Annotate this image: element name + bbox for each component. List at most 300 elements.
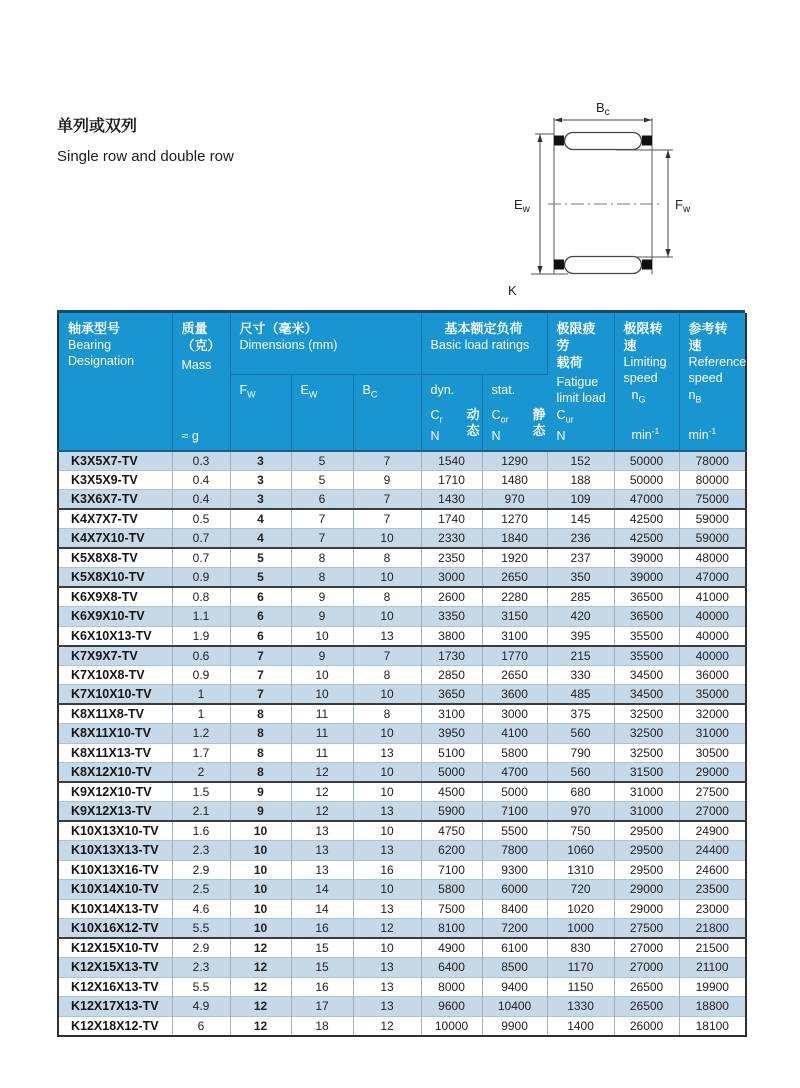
- cell-nb: 18100: [679, 1016, 746, 1036]
- table-row: [58, 763, 746, 783]
- header-bc: $B_C$: [353, 374, 421, 450]
- cell-designation: K10X14X13-TV: [58, 899, 172, 919]
- cell-ew: 10: [291, 685, 353, 705]
- cell-bc: 8: [353, 704, 421, 724]
- cell-nb: 21100: [679, 958, 746, 978]
- cell-nb: 41000: [679, 587, 746, 607]
- cell-ew: 5: [291, 451, 353, 471]
- cell-dyn: 1430: [421, 490, 482, 510]
- cell-dyn: 9600: [421, 997, 482, 1017]
- cell-designation: K10X16X12-TV: [58, 919, 172, 939]
- cell-bc: 7: [353, 646, 421, 666]
- cell-designation: K7X10X10-TV: [58, 685, 172, 705]
- stat-symbol: $C_{or}$: [491, 408, 509, 425]
- table-row: [58, 470, 746, 490]
- cell-bc: 13: [353, 626, 421, 646]
- cell-stat: 1920: [482, 548, 547, 568]
- cell-bc: 7: [353, 509, 421, 529]
- cell-cur: 1170: [547, 958, 614, 978]
- cell-stat: 1270: [482, 509, 547, 529]
- cell-ew: 12: [291, 782, 353, 802]
- table-row: [58, 919, 746, 939]
- cell-mass: 2: [172, 763, 230, 783]
- table-row: [58, 977, 746, 997]
- cell-bc: 10: [353, 724, 421, 744]
- cell-mass: 2.3: [172, 958, 230, 978]
- cell-ew: 12: [291, 802, 353, 822]
- cell-fw: 3: [230, 470, 291, 490]
- cell-designation: K12X15X10-TV: [58, 938, 172, 958]
- table-body: [58, 451, 746, 1036]
- cell-ng: 42500: [614, 529, 679, 549]
- cell-nb: 27500: [679, 782, 746, 802]
- table-row: [58, 626, 746, 646]
- cell-ew: 15: [291, 958, 353, 978]
- cell-bc: 13: [353, 958, 421, 978]
- cell-bc: 13: [353, 743, 421, 763]
- cell-cur: 1150: [547, 977, 614, 997]
- cell-dyn: 2850: [421, 665, 482, 685]
- cell-mass: 0.4: [172, 490, 230, 510]
- header-fw: $F_W$: [230, 374, 291, 450]
- cell-stat: 5000: [482, 782, 547, 802]
- cell-ng: 50000: [614, 470, 679, 490]
- cell-ng: 26500: [614, 977, 679, 997]
- cell-mass: 1.9: [172, 626, 230, 646]
- cell-ew: 11: [291, 724, 353, 744]
- cell-ew: 9: [291, 587, 353, 607]
- header-limiting-speed: 极限转速 Limiting speed $n_G$ $\min^{-1}$: [614, 313, 679, 451]
- cell-bc: 10: [353, 529, 421, 549]
- cell-designation: K12X17X13-TV: [58, 997, 172, 1017]
- cell-mass: 6: [172, 1016, 230, 1036]
- cell-bc: 10: [353, 938, 421, 958]
- cell-bc: 10: [353, 821, 421, 841]
- cell-mass: 4.6: [172, 899, 230, 919]
- table-row: [58, 841, 746, 861]
- cell-bc: 7: [353, 451, 421, 471]
- cell-ng: 29500: [614, 841, 679, 861]
- cell-ew: 11: [291, 743, 353, 763]
- table-row: [58, 860, 746, 880]
- cell-nb: 32000: [679, 704, 746, 724]
- cell-fw: 6: [230, 587, 291, 607]
- table-row: [58, 821, 746, 841]
- cell-dyn: 8000: [421, 977, 482, 997]
- cell-nb: 78000: [695, 453, 729, 468]
- cell-fw: 8: [230, 724, 291, 744]
- cell-cur: 1330: [547, 997, 614, 1017]
- cell-designation: K7X9X7-TV: [58, 646, 172, 666]
- cell-fw: 3: [230, 490, 291, 510]
- cell-fw: 7: [230, 685, 291, 705]
- cell-designation: K6X10X13-TV: [58, 626, 172, 646]
- header-reference-speed: 参考转速 Reference speed $n_B$ $\min^{-1}$: [679, 313, 746, 451]
- table-row: [58, 724, 746, 744]
- header-load-group: 基本额定负荷 Basic load ratings: [421, 313, 547, 374]
- cell-fw: 6: [230, 626, 291, 646]
- cell-dyn: 6200: [421, 841, 482, 861]
- cell-bc: 13: [353, 841, 421, 861]
- cell-bc: 10: [353, 880, 421, 900]
- cell-cur: 1060: [547, 841, 614, 861]
- cell-nb: 23500: [679, 880, 746, 900]
- cell-ng: 29000: [614, 880, 679, 900]
- cell-dyn: 4500: [421, 782, 482, 802]
- cell-mass: 5.5: [172, 919, 230, 939]
- bearing-type-label: K: [508, 283, 517, 298]
- cell-bc: 7: [353, 490, 421, 510]
- cell-designation: K3X5X9-TV: [58, 470, 172, 490]
- cell-nb: 40000: [679, 646, 746, 666]
- cell-dyn: 3100: [421, 704, 482, 724]
- cell-stat: 3000: [482, 704, 547, 724]
- table-row: [58, 802, 746, 822]
- cell-designation: K10X13X10-TV: [58, 821, 172, 841]
- bearing-spec-table: [57, 313, 747, 1037]
- spec-table-wrap: [57, 310, 745, 1037]
- table-row: [58, 997, 746, 1017]
- dyn-symbol: $C_r$: [430, 408, 443, 425]
- cell-designation: K8X11X13-TV: [58, 743, 172, 763]
- cell-designation: K3X5X7-TV: [58, 451, 172, 471]
- cell-ew: 10: [291, 626, 353, 646]
- fatigue-symbol: $C_{ur}$: [556, 408, 574, 425]
- cell-stat: 9300: [482, 860, 547, 880]
- cell-bc: 10: [353, 685, 421, 705]
- cell-ng: 31000: [614, 802, 679, 822]
- cell-cur: 395: [547, 626, 614, 646]
- cell-mass: 0.8: [172, 587, 230, 607]
- cell-fw: 4: [230, 529, 291, 549]
- table-row: [58, 490, 746, 510]
- cell-bc: 12: [353, 919, 421, 939]
- cell-designation: K10X13X13-TV: [58, 841, 172, 861]
- section-title-en: Single row and double row: [57, 148, 234, 165]
- cell-nb: 40000: [679, 607, 746, 627]
- dimension-ew-label: $E_w$: [514, 197, 530, 215]
- cell-ew: 18: [291, 1016, 353, 1036]
- cell-fw: 3: [230, 451, 291, 471]
- cell-designation: K4X7X7-TV: [58, 509, 172, 529]
- cell-ng: 36500: [614, 587, 679, 607]
- cell-designation: K10X13X16-TV: [58, 860, 172, 880]
- cell-nb: 18800: [679, 997, 746, 1017]
- cell-designation: K12X16X13-TV: [58, 977, 172, 997]
- cell-mass: 5.5: [172, 977, 230, 997]
- cell-designation: K5X8X8-TV: [58, 548, 172, 568]
- cell-ew: 8: [291, 568, 353, 588]
- cell-fw: 12: [230, 938, 291, 958]
- cell-cur: 188: [547, 470, 614, 490]
- cell-dyn: 3800: [421, 626, 482, 646]
- cell-mass: 1.7: [172, 743, 230, 763]
- cell-stat: 4100: [482, 724, 547, 744]
- cell-dyn: 4750: [421, 821, 482, 841]
- cell-stat: 3100: [482, 626, 547, 646]
- cell-dyn: 1710: [421, 470, 482, 490]
- cell-cur: 145: [547, 509, 614, 529]
- cell-fw: 8: [230, 704, 291, 724]
- cell-dyn: 3350: [421, 607, 482, 627]
- cell-stat: 2280: [482, 587, 547, 607]
- cell-dyn: 7100: [421, 860, 482, 880]
- cell-stat: 5800: [482, 743, 547, 763]
- cell-cur: 680: [547, 782, 614, 802]
- table-row: [58, 529, 746, 549]
- cell-cur: 330: [547, 665, 614, 685]
- cell-ew: 14: [291, 899, 353, 919]
- cell-mass: 0.5: [172, 509, 230, 529]
- cell-dyn: 10000: [421, 1016, 482, 1036]
- cell-ng: 31500: [614, 763, 679, 783]
- cell-nb: 35000: [679, 685, 746, 705]
- cell-dyn: 1740: [421, 509, 482, 529]
- cell-fw: 10: [230, 860, 291, 880]
- cell-nb: 24900: [679, 821, 746, 841]
- cell-nb: 40000: [679, 626, 746, 646]
- cell-mass: 1.5: [172, 782, 230, 802]
- bearing-diagram-svg: [500, 88, 770, 306]
- table-row: [58, 665, 746, 685]
- cell-dyn: 1540: [421, 451, 482, 471]
- header-designation: 轴承型号 Bearing Designation: [58, 313, 172, 451]
- cell-fw: 9: [230, 802, 291, 822]
- cell-ew: 10: [291, 665, 353, 685]
- cell-fw: 9: [230, 782, 291, 802]
- cell-dyn: 2330: [421, 529, 482, 549]
- cell-cur: 830: [547, 938, 614, 958]
- table-row: [58, 685, 746, 705]
- cell-fw: 5: [230, 548, 291, 568]
- cell-cur: 720: [547, 880, 614, 900]
- cell-mass: 2.9: [172, 860, 230, 880]
- cell-dyn: 5800: [421, 880, 482, 900]
- table-row: [58, 743, 746, 763]
- cell-dyn: 2350: [421, 548, 482, 568]
- cell-dyn: 8100: [421, 919, 482, 939]
- cell-stat: 9400: [482, 977, 547, 997]
- cell-mass: 2.9: [172, 938, 230, 958]
- cell-mass: 0.3: [172, 451, 230, 471]
- cell-cur: 1020: [547, 899, 614, 919]
- cell-nb: 75000: [679, 490, 746, 510]
- cell-bc: 10: [353, 763, 421, 783]
- cell-designation: K8X12X10-TV: [58, 763, 172, 783]
- cell-cur: 1310: [547, 860, 614, 880]
- table-row: [58, 782, 746, 802]
- limiting-speed-symbol: $n_G$: [631, 388, 646, 405]
- cell-ew: 13: [291, 841, 353, 861]
- dimension-bc-label: $B_c$: [596, 100, 610, 118]
- cell-fw: 10: [230, 919, 291, 939]
- cell-ng: 39000: [614, 548, 679, 568]
- cell-cur: 485: [547, 685, 614, 705]
- cell-designation: K9X12X10-TV: [58, 782, 172, 802]
- cell-fw: 10: [230, 880, 291, 900]
- cell-nb: 23000: [679, 899, 746, 919]
- cell-cur: 750: [547, 821, 614, 841]
- cell-stat: 7100: [482, 802, 547, 822]
- cell-fw: 12: [230, 997, 291, 1017]
- cell-fw: 12: [230, 1016, 291, 1036]
- cell-ng: 31000: [614, 782, 679, 802]
- cell-stat: 1770: [482, 646, 547, 666]
- cell-designation: K7X10X8-TV: [58, 665, 172, 685]
- dimension-fw-label: $F_w$: [675, 197, 691, 215]
- reference-speed-symbol: $n_B$: [688, 388, 702, 405]
- cell-ng: 35500: [614, 646, 679, 666]
- cell-ew: 16: [291, 919, 353, 939]
- bearing-cross-section-diagram: [500, 88, 770, 306]
- cell-mass: 0.9: [172, 568, 230, 588]
- cell-dyn: 3650: [421, 685, 482, 705]
- cell-ew: 5: [291, 470, 353, 490]
- cell-ng: 39000: [614, 568, 679, 588]
- cell-nb: 21800: [679, 919, 746, 939]
- cell-stat: 1480: [482, 470, 547, 490]
- table-row: [58, 646, 746, 666]
- cell-cur: 790: [547, 743, 614, 763]
- cell-bc: 13: [353, 997, 421, 1017]
- cell-dyn: 5000: [421, 763, 482, 783]
- cell-nb: 59000: [679, 529, 746, 549]
- cell-ng: 35500: [614, 626, 679, 646]
- cell-ng: 32500: [614, 704, 679, 724]
- cell-ew: 17: [291, 997, 353, 1017]
- cell-mass: 1.6: [172, 821, 230, 841]
- cell-ew: 11: [291, 704, 353, 724]
- cell-dyn: 5900: [421, 802, 482, 822]
- cell-stat: 2650: [482, 568, 547, 588]
- cell-cur: 560: [547, 724, 614, 744]
- cell-ng: 29500: [614, 821, 679, 841]
- cell-bc: 8: [353, 587, 421, 607]
- cell-ew: 13: [291, 821, 353, 841]
- cell-cur: 152: [547, 451, 614, 471]
- cell-ew: 15: [291, 938, 353, 958]
- cell-stat: 3600: [482, 685, 547, 705]
- cell-bc: 10: [353, 607, 421, 627]
- cell-bc: 10: [353, 568, 421, 588]
- cell-ew: 16: [291, 977, 353, 997]
- cell-stat: 4700: [482, 763, 547, 783]
- cell-nb: 24600: [679, 860, 746, 880]
- cell-nb: 36000: [679, 665, 746, 685]
- cell-stat: 6000: [482, 880, 547, 900]
- cell-stat: 1840: [482, 529, 547, 549]
- table-row: [58, 880, 746, 900]
- table-row: [58, 899, 746, 919]
- cell-dyn: 5100: [421, 743, 482, 763]
- table-row: [58, 1016, 746, 1036]
- cell-fw: 12: [230, 958, 291, 978]
- cell-ng: 36500: [614, 607, 679, 627]
- cell-cur: 1000: [547, 919, 614, 939]
- cell-designation: K10X14X10-TV: [58, 880, 172, 900]
- cell-ew: 9: [291, 646, 353, 666]
- cell-ew: 7: [291, 509, 353, 529]
- cell-stat: 9900: [482, 1016, 547, 1036]
- table-row: [58, 548, 746, 568]
- cell-nb: 31000: [679, 724, 746, 744]
- cell-fw: 5: [230, 568, 291, 588]
- table-row: [58, 509, 746, 529]
- cell-stat: 970: [482, 490, 547, 510]
- cell-stat: 8400: [482, 899, 547, 919]
- section-title-zh: 单列或双列: [57, 118, 138, 135]
- cell-ng: 34500: [614, 665, 679, 685]
- cell-cur: 237: [547, 548, 614, 568]
- table-row: [58, 938, 746, 958]
- cell-ng: 47000: [614, 490, 679, 510]
- cell-designation: K6X9X10-TV: [58, 607, 172, 627]
- cell-ng: 34500: [614, 685, 679, 705]
- cell-dyn: 1730: [421, 646, 482, 666]
- cell-bc: 13: [353, 802, 421, 822]
- cell-fw: 7: [230, 665, 291, 685]
- cell-fw: 4: [230, 509, 291, 529]
- cell-ng: 26500: [614, 997, 679, 1017]
- cell-ng: 29500: [614, 860, 679, 880]
- cell-mass: 2.3: [172, 841, 230, 861]
- cell-dyn: 3000: [421, 568, 482, 588]
- cell-designation: K12X15X13-TV: [58, 958, 172, 978]
- cell-stat: 6100: [482, 938, 547, 958]
- cell-nb: 24400: [679, 841, 746, 861]
- table-row: [58, 958, 746, 978]
- cell-fw: 10: [230, 899, 291, 919]
- cell-fw: 12: [230, 977, 291, 997]
- cell-bc: 9: [353, 470, 421, 490]
- cell-ng: 42500: [614, 509, 679, 529]
- cell-mass: 1.2: [172, 724, 230, 744]
- cell-designation: K6X9X8-TV: [58, 587, 172, 607]
- cell-ew: 14: [291, 880, 353, 900]
- cell-cur: 1400: [547, 1016, 614, 1036]
- cell-mass: 2.1: [172, 802, 230, 822]
- cell-ng: 27000: [614, 958, 679, 978]
- cell-stat: 10400: [482, 997, 547, 1017]
- cell-nb: 19900: [679, 977, 746, 997]
- reference-speed-unit: $\min^{-1}$: [688, 426, 717, 443]
- table-row: [58, 568, 746, 588]
- cell-stat: 3150: [482, 607, 547, 627]
- cell-ng: 26000: [614, 1016, 679, 1036]
- header-ew: $E_W$: [291, 374, 353, 450]
- cell-bc: 10: [353, 782, 421, 802]
- cell-bc: 13: [353, 977, 421, 997]
- cell-mass: 1.1: [172, 607, 230, 627]
- cell-bc: 8: [353, 548, 421, 568]
- cell-nb: 80000: [679, 470, 746, 490]
- cell-dyn: 7500: [421, 899, 482, 919]
- cell-cur: 420: [547, 607, 614, 627]
- cell-stat: 7800: [482, 841, 547, 861]
- cell-ng: 32500: [614, 743, 679, 763]
- cell-bc: 13: [353, 899, 421, 919]
- cell-stat: 1290: [482, 451, 547, 471]
- cell-nb: 47000: [679, 568, 746, 588]
- header-fatigue: 极限疲劳 载荷 Fatigue limit load $C_{ur}$ N: [547, 313, 614, 451]
- cell-bc: 8: [353, 665, 421, 685]
- cell-dyn: 6400: [421, 958, 482, 978]
- cell-ng: 32500: [614, 724, 679, 744]
- cell-stat: 2650: [482, 665, 547, 685]
- cell-cur: 236: [547, 529, 614, 549]
- cell-fw: 10: [230, 841, 291, 861]
- cell-ew: 7: [291, 529, 353, 549]
